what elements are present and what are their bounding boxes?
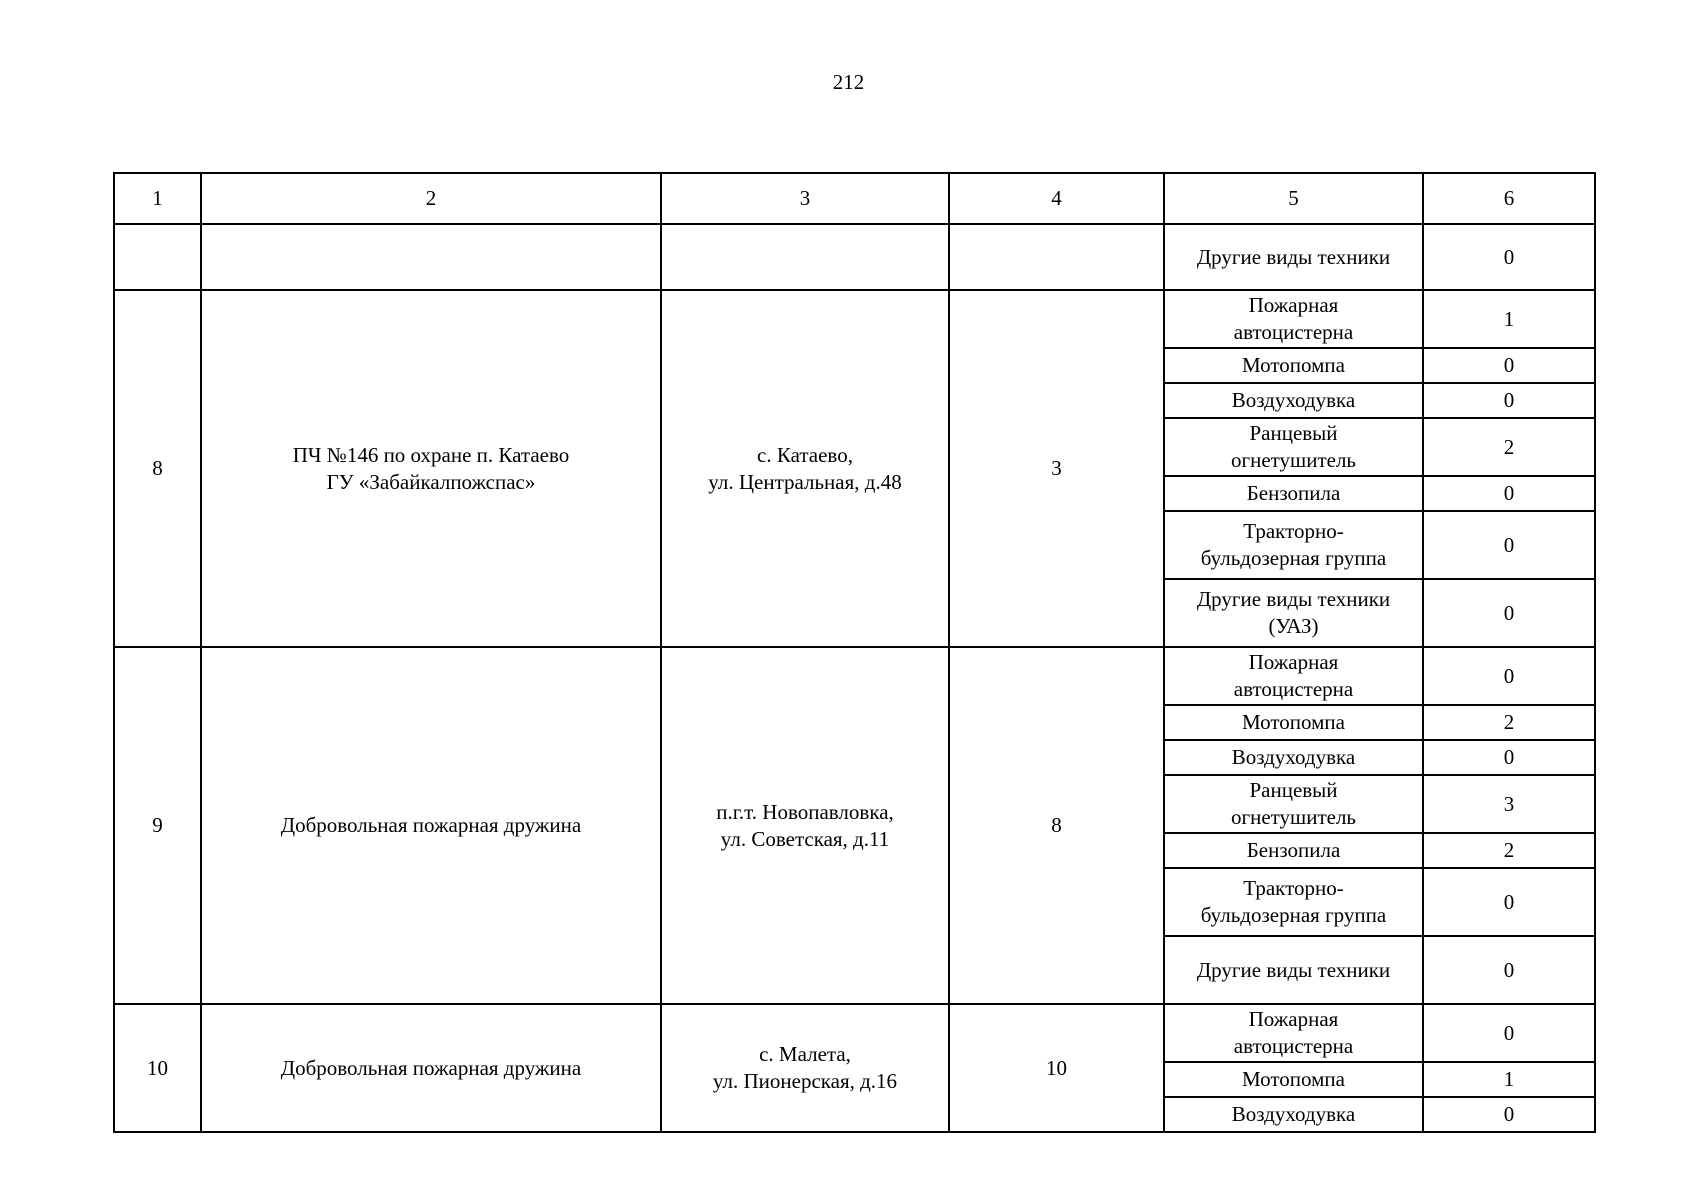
quantity-cell: 0 (1423, 936, 1595, 1004)
equipment-cell (1164, 1004, 1423, 1062)
page-number: 212 (832, 70, 865, 94)
equipment-cell: Бензопила (1164, 833, 1423, 868)
count-cell: 10 (949, 1004, 1164, 1132)
empty-cell (114, 224, 201, 290)
quantity-cell: 0 (1423, 476, 1595, 511)
equipment-cell: Воздуходувка (1164, 383, 1423, 418)
header-cell: 5 (1164, 173, 1423, 224)
organization-cell (201, 290, 661, 647)
empty-cell (201, 224, 661, 290)
quantity-cell: 0 (1423, 1097, 1595, 1132)
equipment-cell: Мотопомпа (1164, 1062, 1423, 1097)
count-cell: 8 (949, 647, 1164, 1004)
header-cell: 3 (661, 173, 949, 224)
address-line: п.г.т. Новопавловка, (716, 799, 894, 824)
equipment-cell: Воздуходувка (1164, 740, 1423, 775)
equipment-cell (1164, 579, 1423, 647)
equipment-line: (УАЗ) (1268, 614, 1319, 638)
equipment-cell (1164, 290, 1423, 348)
header-cell: 2 (201, 173, 661, 224)
equipment-cell (1164, 511, 1423, 579)
address-cell (661, 1004, 949, 1132)
equipment-line: Пожарная (1248, 650, 1339, 674)
equipment-line: Пожарная (1248, 1007, 1339, 1031)
equipment-line: бульдозерная группа (1200, 903, 1387, 927)
equipment-cell: Мотопомпа (1164, 705, 1423, 740)
quantity-cell: 0 (1423, 1004, 1595, 1062)
equipment-cell (1164, 868, 1423, 936)
equipment-line: автоцистерна (1233, 320, 1354, 344)
organization-cell: Добровольная пожарная дружина (201, 647, 661, 1004)
address-line: с. Катаево, (757, 442, 853, 467)
quantity-cell: 0 (1423, 647, 1595, 705)
row-number-cell: 10 (114, 1004, 201, 1132)
quantity-cell: 3 (1423, 775, 1595, 833)
equipment-line: Пожарная (1248, 293, 1339, 317)
quantity-cell: 2 (1423, 705, 1595, 740)
quantity-cell: 0 (1423, 740, 1595, 775)
quantity-cell: 0 (1423, 224, 1595, 290)
organization-line: ГУ «Забайкалпожспас» (326, 469, 536, 494)
quantity-cell: 0 (1423, 383, 1595, 418)
row-number-cell: 8 (114, 290, 201, 647)
equipment-table (113, 172, 1596, 1133)
address-line: с. Малета, (759, 1042, 851, 1066)
header-row (114, 173, 1595, 224)
address-line: ул. Советская, д.11 (720, 826, 890, 851)
address-line: ул. Пионерская, д.16 (712, 1069, 898, 1093)
address-cell (661, 290, 949, 647)
equipment-line: автоцистерна (1233, 677, 1354, 701)
equipment-line: Ранцевый (1249, 778, 1338, 802)
equipment-cell (1164, 418, 1423, 476)
table-row (114, 647, 1595, 705)
header-cell: 4 (949, 173, 1164, 224)
equipment-line: автоцистерна (1233, 1034, 1354, 1058)
empty-cell (661, 224, 949, 290)
header-cell: 1 (114, 173, 201, 224)
quantity-cell: 1 (1423, 290, 1595, 348)
organization-cell: Добровольная пожарная дружина (201, 1004, 661, 1132)
equipment-cell: Другие виды техники (1164, 224, 1423, 290)
empty-cell (949, 224, 1164, 290)
quantity-cell: 0 (1423, 348, 1595, 383)
equipment-cell: Воздуходувка (1164, 1097, 1423, 1132)
equipment-line: Другие виды техники (1196, 587, 1391, 611)
quantity-cell: 0 (1423, 868, 1595, 936)
equipment-cell: Другие виды техники (1164, 936, 1423, 1004)
quantity-cell: 0 (1423, 579, 1595, 647)
equipment-line: огнетушитель (1230, 448, 1357, 472)
organization-line: ПЧ №146 по охране п. Катаево (292, 442, 570, 467)
equipment-cell (1164, 647, 1423, 705)
address-cell (661, 647, 949, 1004)
quantity-cell: 2 (1423, 418, 1595, 476)
equipment-line: Тракторно- (1243, 519, 1344, 543)
equipment-cell: Бензопила (1164, 476, 1423, 511)
quantity-cell: 2 (1423, 833, 1595, 868)
equipment-line: Тракторно- (1243, 876, 1344, 900)
quantity-cell: 0 (1423, 511, 1595, 579)
equipment-cell (1164, 775, 1423, 833)
equipment-line: бульдозерная группа (1200, 546, 1387, 570)
equipment-line: огнетушитель (1230, 805, 1357, 829)
address-line: ул. Центральная, д.48 (708, 469, 902, 494)
table-row (114, 1004, 1595, 1062)
count-cell: 3 (949, 290, 1164, 647)
header-cell: 6 (1423, 173, 1595, 224)
table-row (114, 290, 1595, 348)
row-number-cell: 9 (114, 647, 201, 1004)
continuation-row (114, 224, 1595, 290)
equipment-cell: Мотопомпа (1164, 348, 1423, 383)
quantity-cell: 1 (1423, 1062, 1595, 1097)
equipment-line: Ранцевый (1249, 421, 1338, 445)
